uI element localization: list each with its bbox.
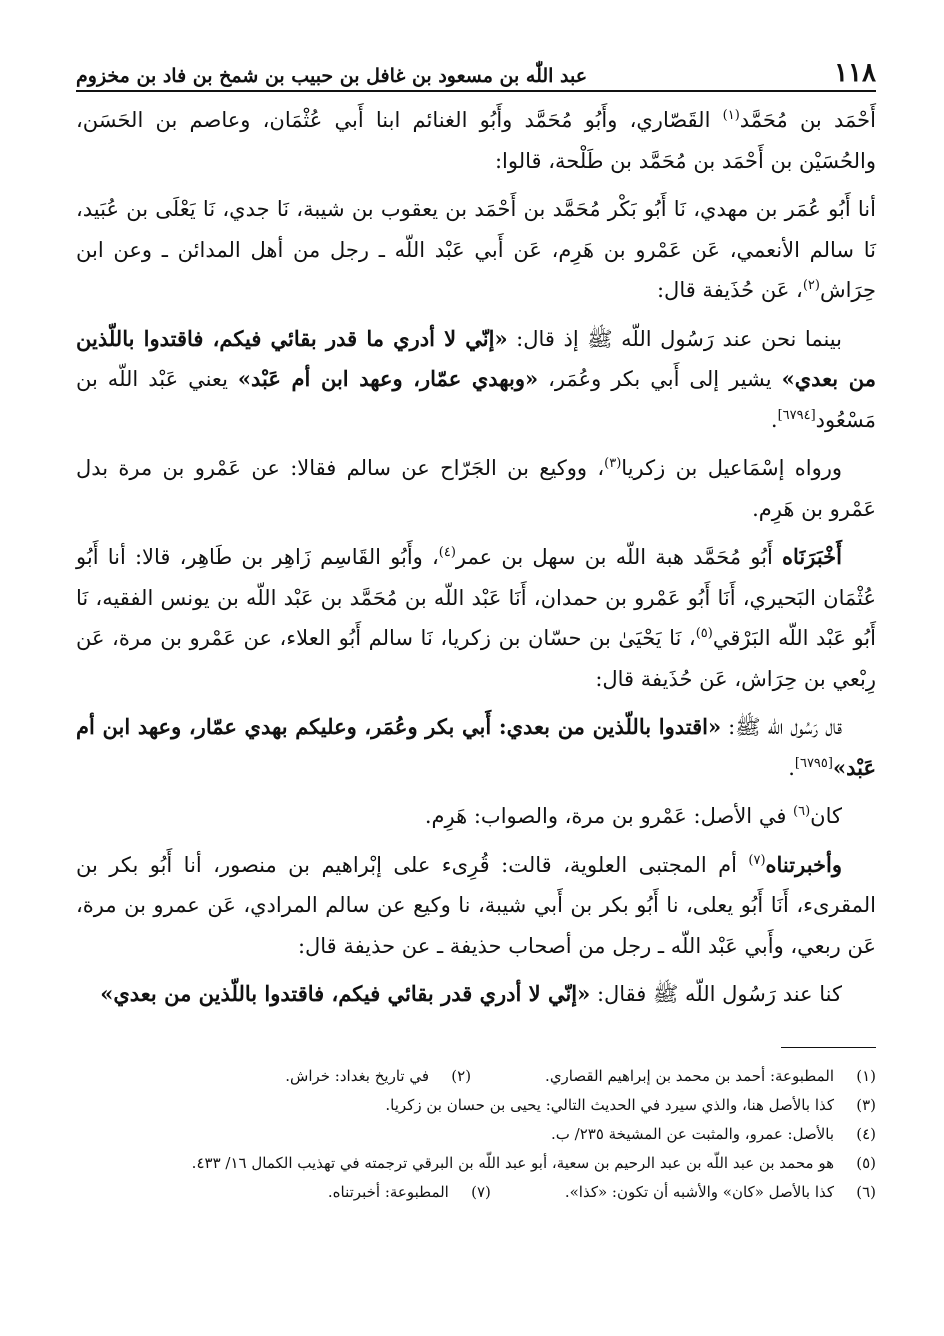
hadith-quote: «اقتدوا باللّذين من بعدي: أَبي بكر وعُمَر، وعليكم بهدي عمّار، وعهد ابن أم عَبْد» [76,714,876,780]
footnote-number: (٤) [856,1124,876,1143]
text-run: كان [810,804,842,828]
page-number: ١١٨ [834,58,876,88]
running-title: عبد اللّٰه بن مسعود بن غافل بن حبيب بن شمخ بن فاد بن مخزوم [76,65,588,87]
text-run: أَبُو مُحَمَّد هبة اللّه بن سهل بن عمر [455,545,782,569]
text-run: كنا عند رَسُول اللّه ﷺ فقال: [590,982,842,1006]
paragraph [76,707,876,788]
hadith-quote: «إنّي لا أدري ما قدر بقائي فيكم، فاقتدوا باللّذين من بعدي» [76,325,877,391]
paragraph [76,974,876,1015]
text-run: ، ووكيع بن الجَرّاح عن سالم فقالا: عن عَمْرو بن مرة بدل عَمْرو بن هَرِم. [76,456,876,521]
footnote-text: المطبوعة: أحمد بن محمد بن إبراهيم القصاري. [545,1066,834,1085]
hadith-quote: أَخْبَرَنَاه [782,544,842,569]
footnote-text: هو محمد بن عبد اللّه بن عبد الرحيم بن سعية، أبو عبد اللّه بن البرقي ترجمته في تهذيب الكمال ١٦/ ٤٣٣. [191,1153,834,1172]
text-run: ، وأَبُو القَاسِم زَاهِر بن طَاهِر، قالا: أنا أَبُو عُثْمَان البَحيري، أَنَا أَبُو عَمْرو بن حمدان، أَنَا عَبْد اللّه بن مُحَمَّد بن عَبْد اللّه بن يونس الفقيه، نَا أَبُو عَبْد اللّه البَرْقي [76,545,876,650]
text-run: . [788,755,795,780]
text-run: أَحْمَد بن مُحَمَّد [739,108,876,132]
footnote [76,1062,876,1091]
footnote-text: في تاريخ بغداد: خراش. [285,1066,430,1085]
footnote-marker: (٥) [695,626,713,641]
hadith-quote: «إنّي لا أدري قدر بقائي فيكم، فاقتدوا باللّذين من بعدي» [100,981,591,1006]
paragraph [76,537,876,699]
text-run: قال رَسُول اللّه ﷺ: [721,715,842,739]
footnote-text: بالأصل: عمرو، والمثبت عن المشيخة ٢٣٥/ ب. [550,1124,834,1143]
footnote-separator-wrap [76,1033,876,1048]
footnote-number: (١) [856,1066,876,1085]
paragraph [76,189,876,311]
paragraph [76,845,876,967]
footnote-number: (٧) [471,1182,491,1201]
text-run: بينما نحن عند رَسُول اللّه ﷺ إذ قال: [507,326,842,351]
text-run: أم المجتبى العلوية، قالت: قُرِىء على إبْراهيم بن منصور، أنا أَبُو بكر بن المقرىء، أَنَا أَبُو يعلى، نا أَبُو بكر بن أَبي شيبة، نا وكيع عن سالم المرادي، عَن عمرو بن مرة، عَن ربعي، وأَبي عَبْد اللّه ـ رجل من أصحاب حذيفة ـ عن حذيفة قال: [76,852,876,958]
footnote-number: (٣) [856,1095,876,1114]
footnote-number: (٦) [856,1182,876,1201]
main-text [76,100,876,1015]
footnote [76,1178,876,1207]
footnotes [76,1062,876,1207]
footnote-marker: (٣) [604,456,622,471]
text-run: ورواه إسْمَاعيل بن زكريا [621,456,842,480]
footnote-text: كذا بالأصل هنا، والذي سيرد في الحديث التالي: يحيى بن حسان بن زكريا. [385,1095,834,1114]
text-run: ، عَن حُذَيفة قال: [656,278,803,302]
footnote-gap [505,1178,551,1207]
text-run: في الأصل: عَمْرو بن مرة، والصواب: هَرِم. [424,804,794,828]
paragraph [76,448,876,529]
paragraph [76,319,876,441]
footnote-text: المطبوعة: أخبرتناه. [327,1182,449,1201]
page-header [76,48,876,92]
text-run: يعني عَبْد اللّه بن مَسْعُود [76,367,876,432]
footnote-marker: (٢) [802,278,820,293]
text-run: ، نَا يَحْيَىٰ بن حسّان بن زكريا، نَا سالم أَبُو العلاء، عن عَمْرو بن مرة، عَن رِبْعي بن حِرَاش، عَن حُذَيفة قال: [76,626,876,691]
document-page [76,48,876,1308]
footnote-marker: [٦٧٩٥] [794,755,833,771]
footnote-marker: (٧) [748,852,766,868]
text-run: يشير إلى أَبي بكر وعُمَر، [538,367,782,391]
paragraph [76,796,876,837]
footnote-marker: (٦) [793,804,811,819]
footnote-gap [485,1062,531,1091]
hadith-quote: وأخبرتناه [765,851,842,877]
text-run: . [770,407,778,432]
footnote-number: (٢) [451,1066,472,1085]
footnote [76,1091,876,1120]
text-run: أنا أَبُو عُمَر بن مهدي، نَا أَبُو بَكْر مُحَمَّد بن أَحْمَد بن يعقوب بن شيبة، نَا جدي، نَا يَعْلَى بن عُبَيد، نَا سالم الأنعمي، عَن عَمْرو بن هَرِم، عَن أَبي عَبْد اللّه ـ رجل من أهل المدائن ـ وعن ابن حِرَاش [76,197,876,302]
footnote-number: (٥) [856,1153,876,1172]
footnote [76,1120,876,1149]
footnote [76,1149,876,1178]
text-run: القَصّاري، وأَبُو مُحَمَّد وأَبُو الغنائم ابنا أَبي عُثْمَان، وعاصم بن الحَسَن، والحُسَيْن بن أَحْمَد بن مُحَمَّد بن طَلْحة، قالوا: [76,108,876,173]
footnote-text: كذا بالأصل «كان» والأشبه أن تكون: «كذا». [564,1182,834,1201]
paragraph [76,100,876,181]
footnote-marker: (١) [722,108,740,123]
hadith-quote: «وبهدي عمّار، وعهد ابن أم عَبْد» [237,366,539,391]
footnote-separator [781,1047,876,1048]
footnote-marker: [٦٧٩٤] [777,407,816,423]
footnote-marker: (٤) [438,545,456,560]
